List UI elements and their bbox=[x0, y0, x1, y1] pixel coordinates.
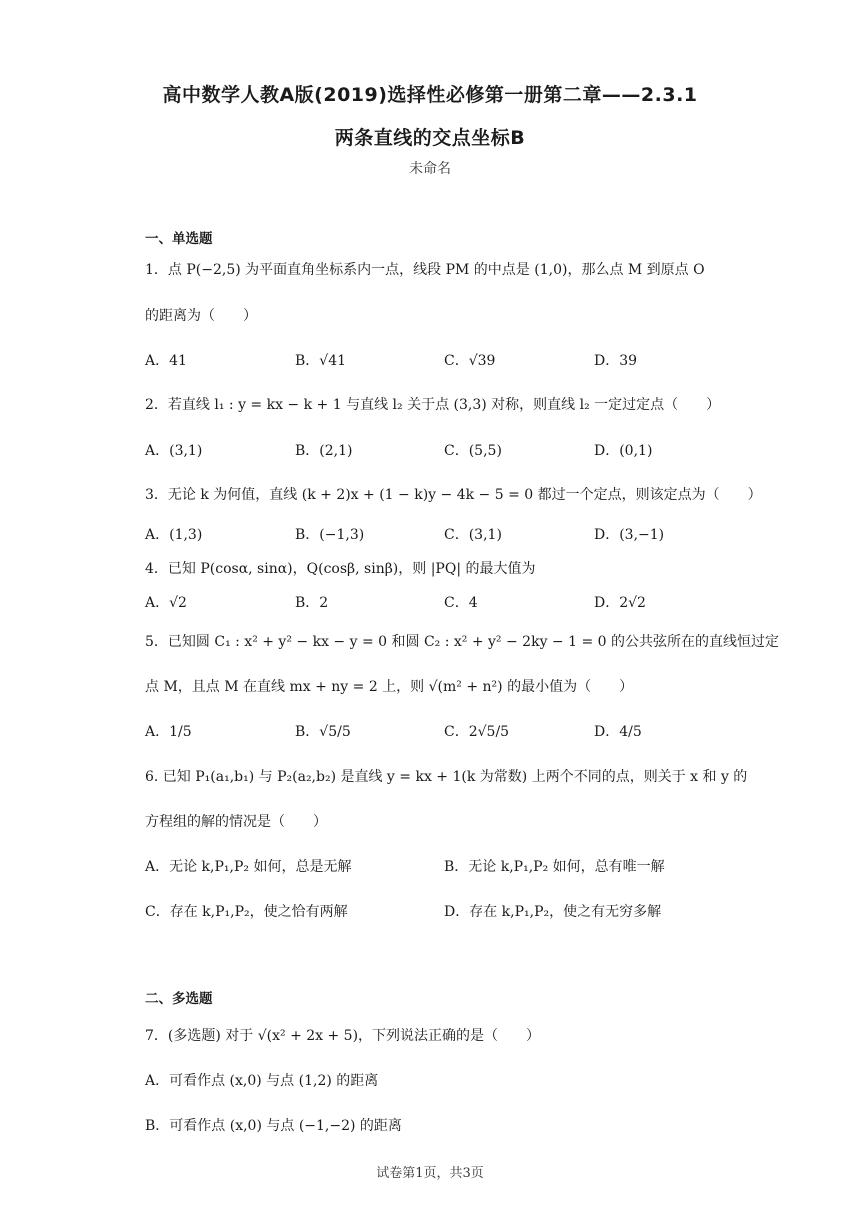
q2-option-a: A．(3,1) bbox=[145, 443, 203, 459]
q4-option-d: D．2√2 bbox=[594, 595, 646, 611]
question-3-line1: 3．无论 k 为何值，直线 (k + 2)x + (1 − k)y − 4k − 5 = 0 都过一个定点，则该定点为（ ） bbox=[145, 487, 762, 503]
q4-option-c: C．4 bbox=[444, 595, 478, 611]
question-1-line1: 1．点 P(−2,5) 为平面直角坐标系内一点，线段 PM 的中点是 (1,0)，那么点 M 到原点 O bbox=[145, 262, 705, 278]
page-footer: 试卷第1页，共3页 bbox=[376, 1166, 484, 1181]
question-4-line1: 4．已知 P(cosα, sinα)，Q(cosβ, sinβ)，则 |PQ| 的最大值为 bbox=[145, 561, 536, 577]
question-2-line1: 2．若直线 l₁ : y = kx − k + 1 与直线 l₂ 关于点 (3,3) 对称，则直线 l₂ 一定过定点（ ） bbox=[145, 397, 721, 413]
q1-option-a: A．41 bbox=[145, 353, 187, 369]
section-single-choice: 一、单选题 bbox=[145, 231, 213, 247]
question-7-line1: 7．(多选题) 对于 √(x² + 2x + 5)，下列说法正确的是（ ） bbox=[145, 1028, 541, 1044]
question-5-line1: 5．已知圆 C₁ : x² + y² − kx − y = 0 和圆 C₂ : x² + y² − 2ky − 1 = 0 的公共弦所在的直线恒过定 bbox=[145, 634, 780, 650]
question-5-line2: 点 M，且点 M 在直线 mx + ny = 2 上，则 √(m² + n²) 的最小值为（ ） bbox=[145, 679, 634, 695]
q2-option-d: D．(0,1) bbox=[594, 443, 653, 459]
q6-option-a: A．无论 k,P₁,P₂ 如何，总是无解 bbox=[145, 859, 352, 875]
q5-option-d: D．4/5 bbox=[594, 724, 642, 740]
q5-option-b: B．√5/5 bbox=[295, 724, 351, 740]
doc-title-line2: 两条直线的交点坐标B bbox=[334, 127, 526, 149]
doc-title-line1: 高中数学人教A版(2019)选择性必修第一册第二章——2.3.1 bbox=[162, 84, 698, 106]
q7-option-b: B．可看作点 (x,0) 与点 (−1,−2) 的距离 bbox=[145, 1118, 402, 1134]
q3-option-c: C．(3,1) bbox=[444, 527, 502, 543]
q7-option-a: A．可看作点 (x,0) 与点 (1,2) 的距离 bbox=[145, 1073, 379, 1089]
q6-option-d: D．存在 k,P₁,P₂，使之有无穷多解 bbox=[444, 904, 662, 920]
q2-option-b: B．(2,1) bbox=[295, 443, 353, 459]
question-1-line2: 的距离为（ ） bbox=[145, 308, 257, 324]
doc-author: 未命名 bbox=[409, 161, 451, 177]
q6-option-b: B．无论 k,P₁,P₂ 如何，总有唯一解 bbox=[444, 859, 665, 875]
q4-option-b: B．2 bbox=[295, 595, 329, 611]
q5-option-c: C．2√5/5 bbox=[444, 724, 510, 740]
q3-option-b: B．(−1,3) bbox=[295, 527, 365, 543]
question-6-line1: 6. 已知 P₁(a₁,b₁) 与 P₂(a₂,b₂) 是直线 y = kx + 1(k 为常数) 上两个不同的点，则关于 x 和 y 的 bbox=[145, 769, 748, 785]
q1-option-c: C．√39 bbox=[444, 353, 496, 369]
q3-option-d: D．(3,−1) bbox=[594, 527, 665, 543]
q2-option-c: C．(5,5) bbox=[444, 443, 502, 459]
q6-option-c: C．存在 k,P₁,P₂，使之恰有两解 bbox=[145, 904, 348, 920]
q1-option-b: B．√41 bbox=[295, 353, 347, 369]
q1-option-d: D．39 bbox=[594, 353, 638, 369]
q5-option-a: A．1/5 bbox=[145, 724, 192, 740]
question-6-line2: 方程组的解的情况是（ ） bbox=[145, 814, 327, 830]
section-multi-choice: 二、多选题 bbox=[145, 991, 213, 1007]
q4-option-a: A．√2 bbox=[145, 595, 187, 611]
q3-option-a: A．(1,3) bbox=[145, 527, 203, 543]
